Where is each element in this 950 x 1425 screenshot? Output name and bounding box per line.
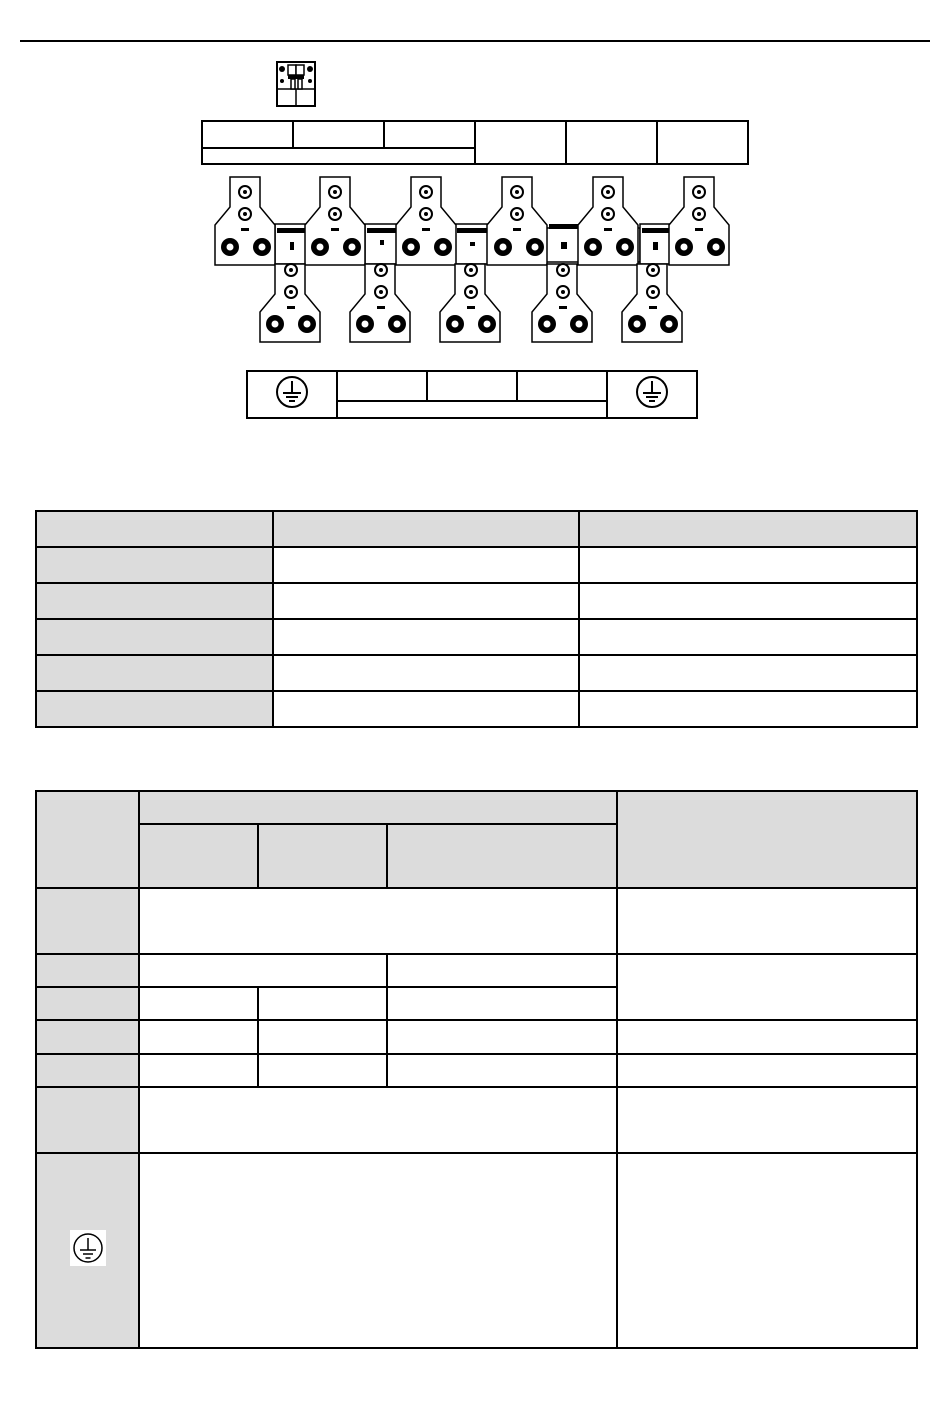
spec-cell [617, 1054, 917, 1087]
table-header-cell [273, 511, 579, 547]
table-row-header [36, 547, 273, 583]
spec-row-header [36, 954, 139, 987]
table-row-header [36, 655, 273, 691]
table-cell [579, 655, 917, 691]
spec-row-header [36, 1087, 139, 1153]
strip-cell [427, 371, 517, 401]
protective-earth-icon [248, 372, 336, 412]
spec-cell [139, 888, 617, 954]
ground-cell-right [607, 371, 697, 418]
strip-cell [337, 371, 427, 401]
strip-cell [337, 401, 607, 418]
spec-header-cell [139, 824, 258, 888]
spec-cell [387, 1020, 617, 1054]
spec-header-cell [139, 791, 617, 824]
spec-header-cell [617, 791, 917, 888]
table-cell [579, 619, 917, 655]
table-cell [579, 583, 917, 619]
table-row-header [36, 619, 273, 655]
spec-cell [258, 1054, 387, 1087]
terminal-layout-icon [276, 61, 316, 107]
top-label-strip [201, 120, 749, 165]
table-cell [273, 691, 579, 727]
table-row-header [36, 583, 273, 619]
spec-cell [617, 954, 917, 1020]
strip-cell [384, 121, 475, 148]
table-cell [273, 655, 579, 691]
table-cell [273, 547, 579, 583]
table-header-cell [36, 511, 273, 547]
strip-cell [657, 121, 748, 164]
strip-cell [517, 371, 607, 401]
strip-cell [475, 121, 566, 164]
spec-cell [258, 1020, 387, 1054]
spec-cell [139, 1087, 617, 1153]
spec-table [35, 790, 918, 1349]
spec-row-header [36, 1054, 139, 1087]
spec-row-header-ground [36, 1153, 139, 1348]
spec-header-cell [387, 824, 617, 888]
spec-cell [139, 987, 258, 1020]
spec-header-cell [36, 791, 139, 888]
table-cell [579, 691, 917, 727]
ground-label-strip [246, 370, 698, 419]
spec-cell [617, 1020, 917, 1054]
table-header-cell [579, 511, 917, 547]
ground-cell-left [247, 371, 337, 418]
table-row-header [36, 691, 273, 727]
table-cell [273, 583, 579, 619]
spec-cell [387, 954, 617, 987]
spec-cell [139, 1153, 617, 1348]
spec-cell [617, 1087, 917, 1153]
spec-cell [139, 1020, 258, 1054]
spec-cell [617, 1153, 917, 1348]
strip-cell [293, 121, 384, 148]
strip-cell [202, 121, 293, 148]
spec-cell [617, 888, 917, 954]
terminal-diagram [205, 172, 745, 347]
spec-header-cell [258, 824, 387, 888]
spec-row-header [36, 888, 139, 954]
protective-earth-icon [70, 1230, 106, 1266]
header-rule [20, 40, 930, 42]
strip-cell [202, 148, 475, 164]
spec-cell [139, 1054, 258, 1087]
terminal-table [35, 510, 918, 728]
spec-cell [258, 987, 387, 1020]
spec-cell [387, 987, 617, 1020]
spec-row-header [36, 1020, 139, 1054]
table-cell [579, 547, 917, 583]
protective-earth-icon [608, 372, 696, 412]
table-cell [273, 619, 579, 655]
spec-row-header [36, 987, 139, 1020]
spec-cell [387, 1054, 617, 1087]
strip-cell [566, 121, 657, 164]
spec-cell [139, 954, 387, 987]
